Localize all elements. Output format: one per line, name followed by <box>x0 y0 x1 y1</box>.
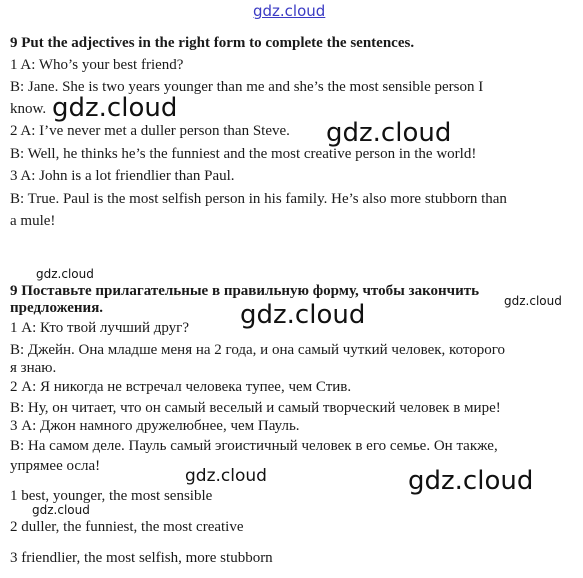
exercise-heading-ru: 9 Поставьте прилагательные в правильную форму, чтобы закончить <box>10 283 480 299</box>
watermark: gdz.cloud <box>408 466 534 496</box>
dialogue-line: know. <box>10 101 47 117</box>
watermark: gdz.cloud <box>52 93 178 123</box>
dialogue-line: B: Well, he thinks he’s the funniest and the most creative person in the world! <box>10 146 477 162</box>
translation-line: В: Джейн. Она младше меня на 2 года, и она самый чуткий человек, которого <box>10 342 506 358</box>
watermark: gdz.cloud <box>240 300 366 330</box>
watermark: gdz.cloud <box>326 118 452 148</box>
translation-line: В: На самом деле. Пауль самый эгоистичный человек в его семье. Он также, <box>10 438 498 454</box>
watermark: gdz.cloud <box>185 466 267 486</box>
dialogue-line: 1 A: Who’s your best friend? <box>10 57 184 73</box>
translation-line: 1 А: Кто твой лучший друг? <box>10 320 189 336</box>
translation-line: упрямее осла! <box>10 458 101 474</box>
translation-line: я знаю. <box>10 360 57 376</box>
watermark-top[interactable]: gdz.cloud <box>253 2 326 20</box>
answer-line: 2 duller, the funniest, the most creative <box>10 519 244 535</box>
watermark: gdz.cloud <box>36 267 94 281</box>
translation-line: В: Ну, он читает, что он самый веселый и самый творческий человек в мире! <box>10 400 501 416</box>
exercise-heading-ru-cont: предложения. <box>10 300 104 316</box>
dialogue-line: a mule! <box>10 213 56 229</box>
dialogue-line: B: Jane. She is two years younger than me and she’s the most sensible person I <box>10 79 484 95</box>
translation-line: 2 А: Я никогда не встречал человека тупее, чем Стив. <box>10 379 352 395</box>
watermark: gdz.cloud <box>32 503 90 517</box>
exercise-heading-en: 9 Put the adjectives in the right form to complete the sentences. <box>10 35 415 51</box>
dialogue-line: 2 A: I’ve never met a duller person than Steve. <box>10 123 290 139</box>
translation-line: 3 А: Джон намного дружелюбнее, чем Пауль. <box>10 418 300 434</box>
answer-line: 3 friendlier, the most selfish, more stubborn <box>10 550 273 566</box>
answer-line: 1 best, younger, the most sensible <box>10 488 213 504</box>
watermark: gdz.cloud <box>504 294 562 308</box>
dialogue-line: B: True. Paul is the most selfish person in his family. He’s also more stubborn than <box>10 191 507 207</box>
dialogue-line: 3 A: John is a lot friendlier than Paul. <box>10 168 235 184</box>
